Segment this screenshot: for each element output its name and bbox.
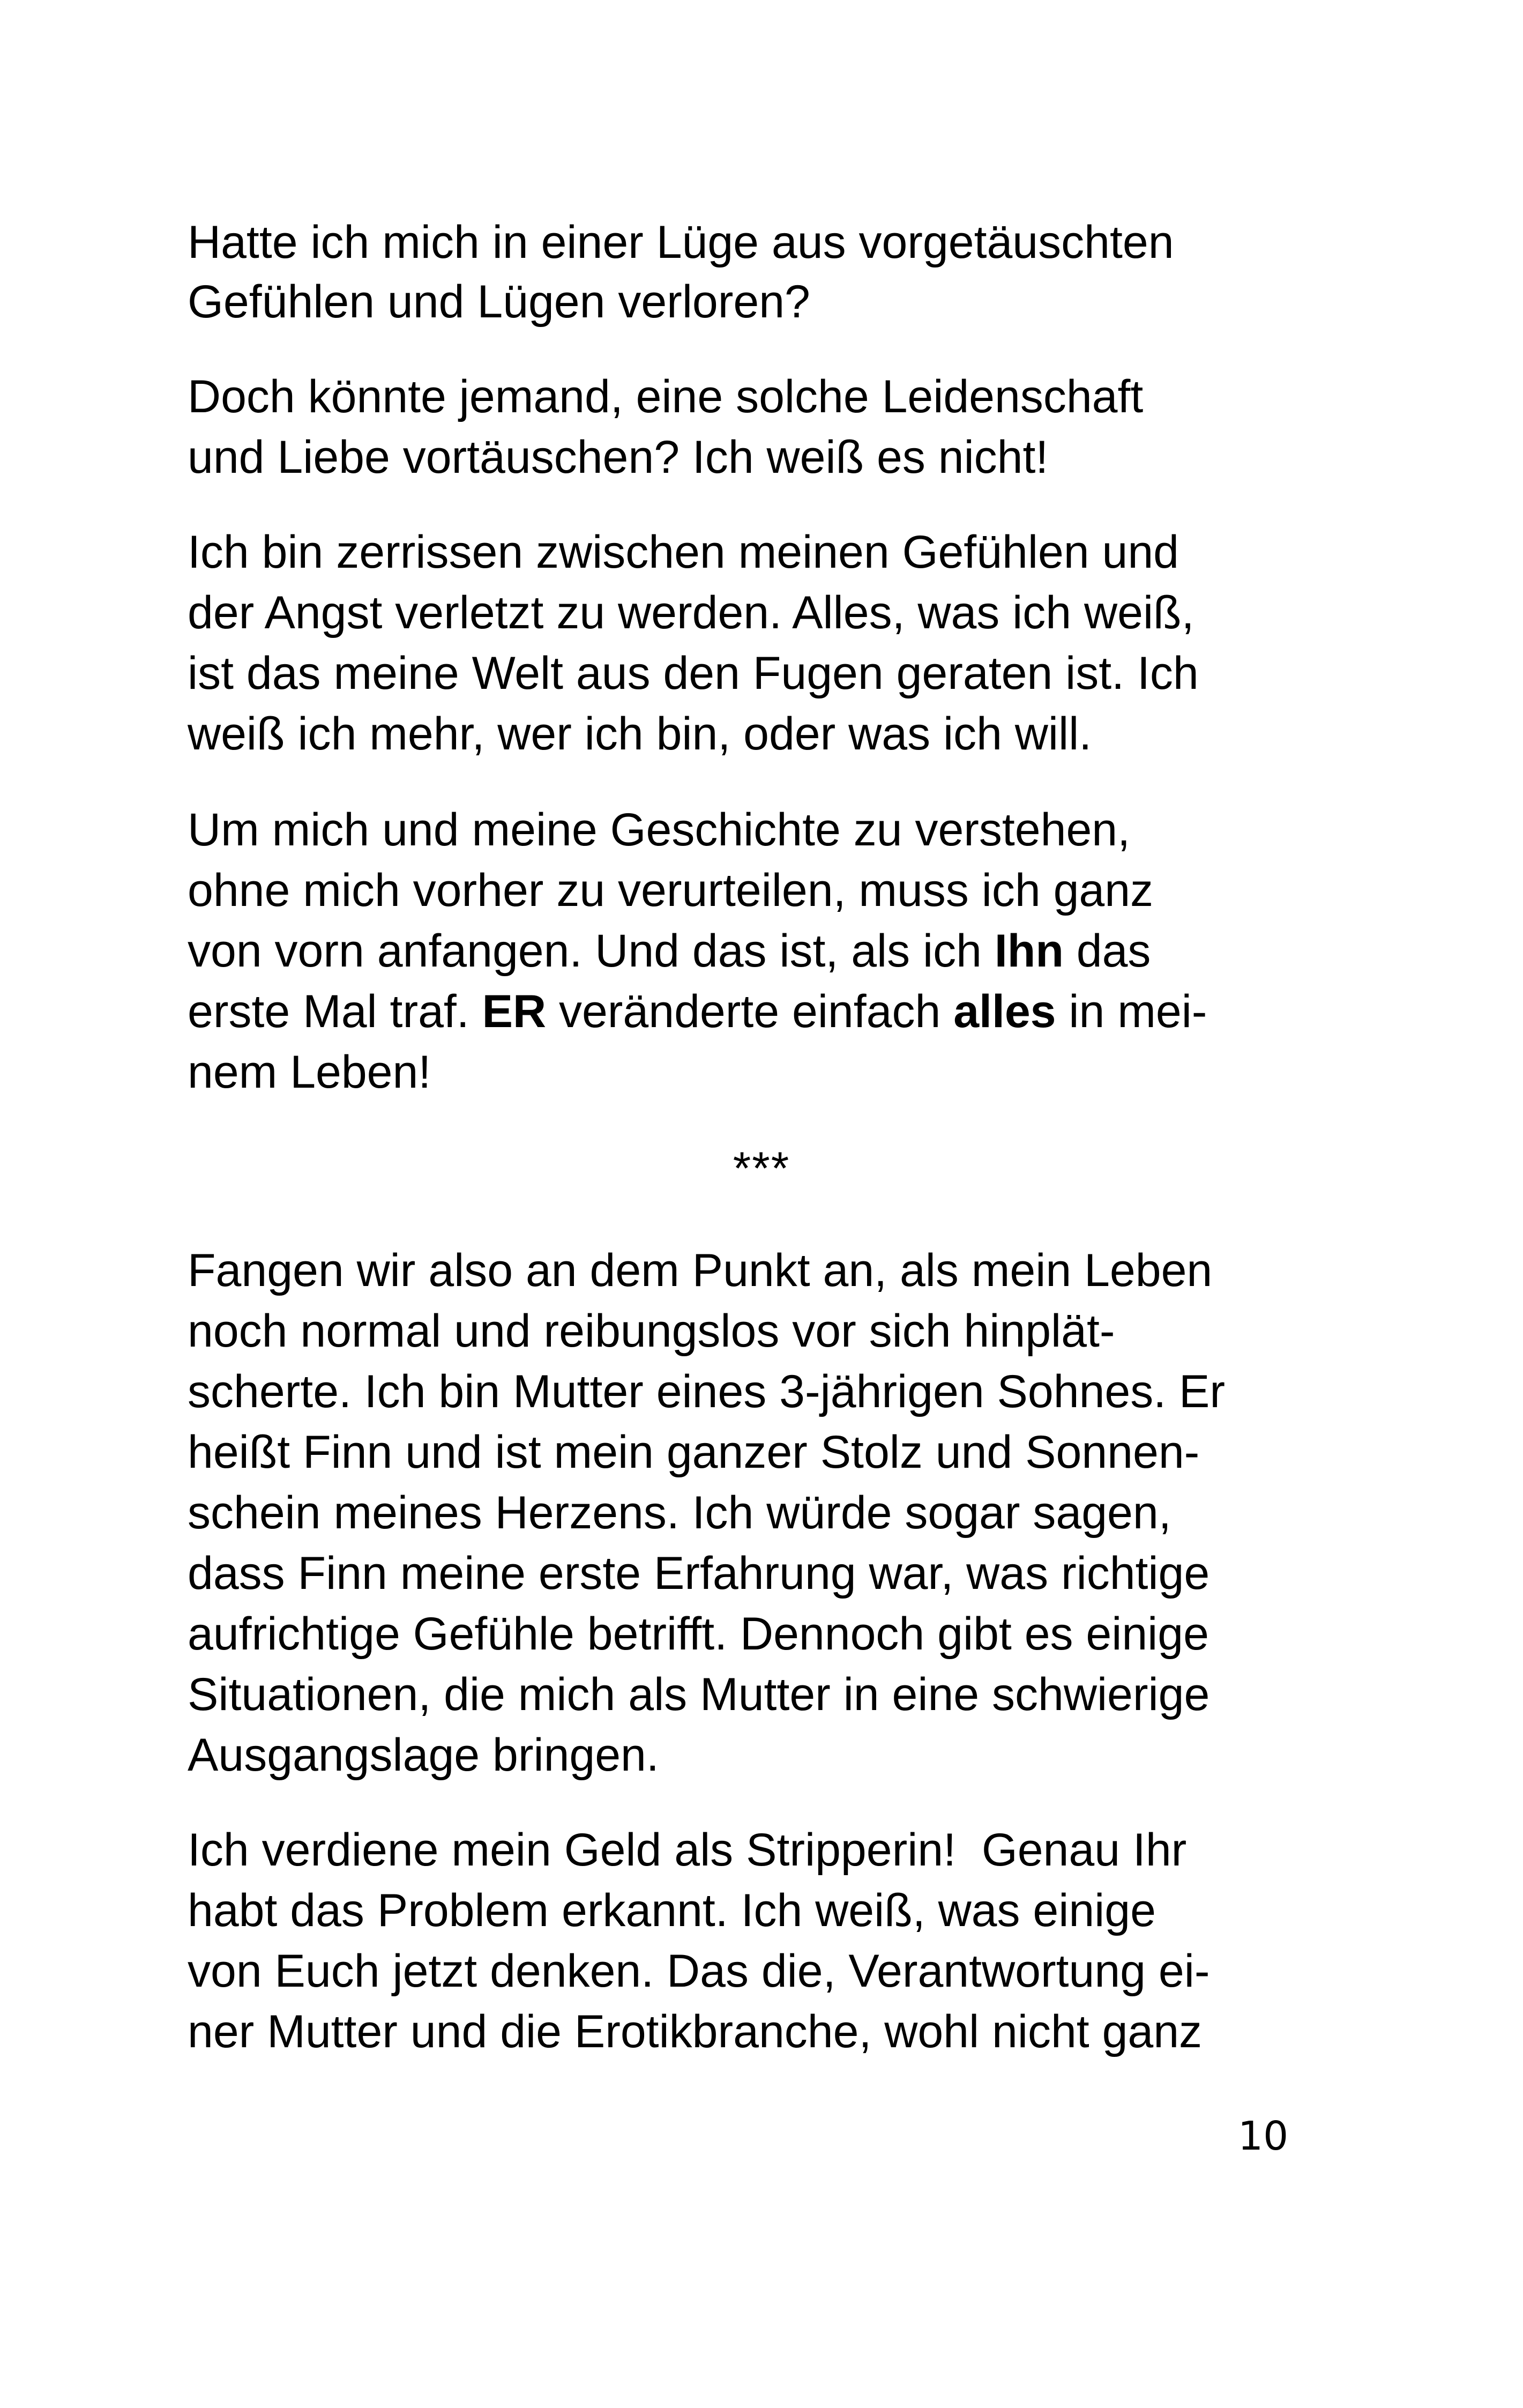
paragraph-5-line-7: aufrichtige Gefühle betrifft. Dennoch gibt es einige (188, 1608, 1209, 1660)
paragraph-5-line-6: dass Finn meine erste Erfahrung war, was richtige (188, 1548, 1210, 1599)
paragraph-4-line-1: Um mich und meine Geschichte zu verstehen, (188, 804, 1131, 856)
paragraph-6-line-1: Ich verdiene mein Geld als Stripperin! Genau Ihr (188, 1824, 1187, 1876)
page-number: 10 (1238, 2113, 1289, 2159)
paragraph-3-line-2: der Angst verletzt zu werden. Alles, was ich weiß, (188, 587, 1194, 638)
paragraph-6-line-3: von Euch jetzt denken. Das die, Verantwortung ei- (188, 1945, 1210, 1997)
paragraph-2-line-1: Doch könnte jemand, eine solche Leidenschaft (188, 371, 1144, 422)
text-run: das (1063, 925, 1151, 977)
text-run: von vorn anfangen. Und das ist, als ich (188, 925, 995, 977)
paragraph-1-line-1: Hatte ich mich in einer Lüge aus vorgetäuschten (188, 217, 1174, 268)
text-run: in mei- (1056, 986, 1207, 1037)
paragraph-3-line-4: weiß ich mehr, wer ich bin, oder was ich will. (188, 708, 1092, 760)
paragraph-5-line-5: schein meines Herzens. Ich würde sogar sagen, (188, 1487, 1171, 1539)
paragraph-4-line-3 (188, 924, 1151, 978)
paragraph-6-line-4: ner Mutter und die Erotikbranche, wohl nicht ganz (188, 2006, 1203, 2057)
emphasis-er: ER (482, 986, 547, 1037)
paragraph-1-line-2: Gefühlen und Lügen verloren? (188, 276, 810, 328)
section-separator: *** (733, 1143, 790, 1194)
text-run: erste Mal traf. (188, 986, 482, 1037)
emphasis-alles: alles (953, 986, 1056, 1037)
paragraph-5-line-1: Fangen wir also an dem Punkt an, als mein Leben (188, 1245, 1213, 1296)
paragraph-4-line-5: nem Leben! (188, 1046, 431, 1098)
paragraph-4-line-2: ohne mich vorher zu verurteilen, muss ich ganz (188, 865, 1154, 916)
paragraph-5-line-2: noch normal und reibungslos vor sich hinplät- (188, 1305, 1115, 1357)
paragraph-5-line-9: Ausgangslage bringen. (188, 1729, 659, 1781)
paragraph-4-line-4 (188, 985, 1207, 1038)
paragraph-5-line-3: scherte. Ich bin Mutter eines 3-jährigen Sohnes. Er (188, 1366, 1226, 1417)
paragraph-5-line-8: Situationen, die mich als Mutter in eine schwierige (188, 1669, 1210, 1720)
paragraph-5-line-4: heißt Finn und ist mein ganzer Stolz und Sonnen- (188, 1426, 1200, 1478)
paragraph-3-line-3: ist das meine Welt aus den Fugen geraten ist. Ich (188, 648, 1199, 699)
emphasis-ihn: Ihn (994, 925, 1064, 977)
text-run: veränderte einfach (546, 986, 954, 1037)
paragraph-3-line-1: Ich bin zerrissen zwischen meinen Gefühlen und (188, 526, 1179, 578)
paragraph-2-line-2: und Liebe vortäuschen? Ich weiß es nicht! (188, 432, 1049, 483)
paragraph-6-line-2: habt das Problem erkannt. Ich weiß, was einige (188, 1885, 1156, 1936)
